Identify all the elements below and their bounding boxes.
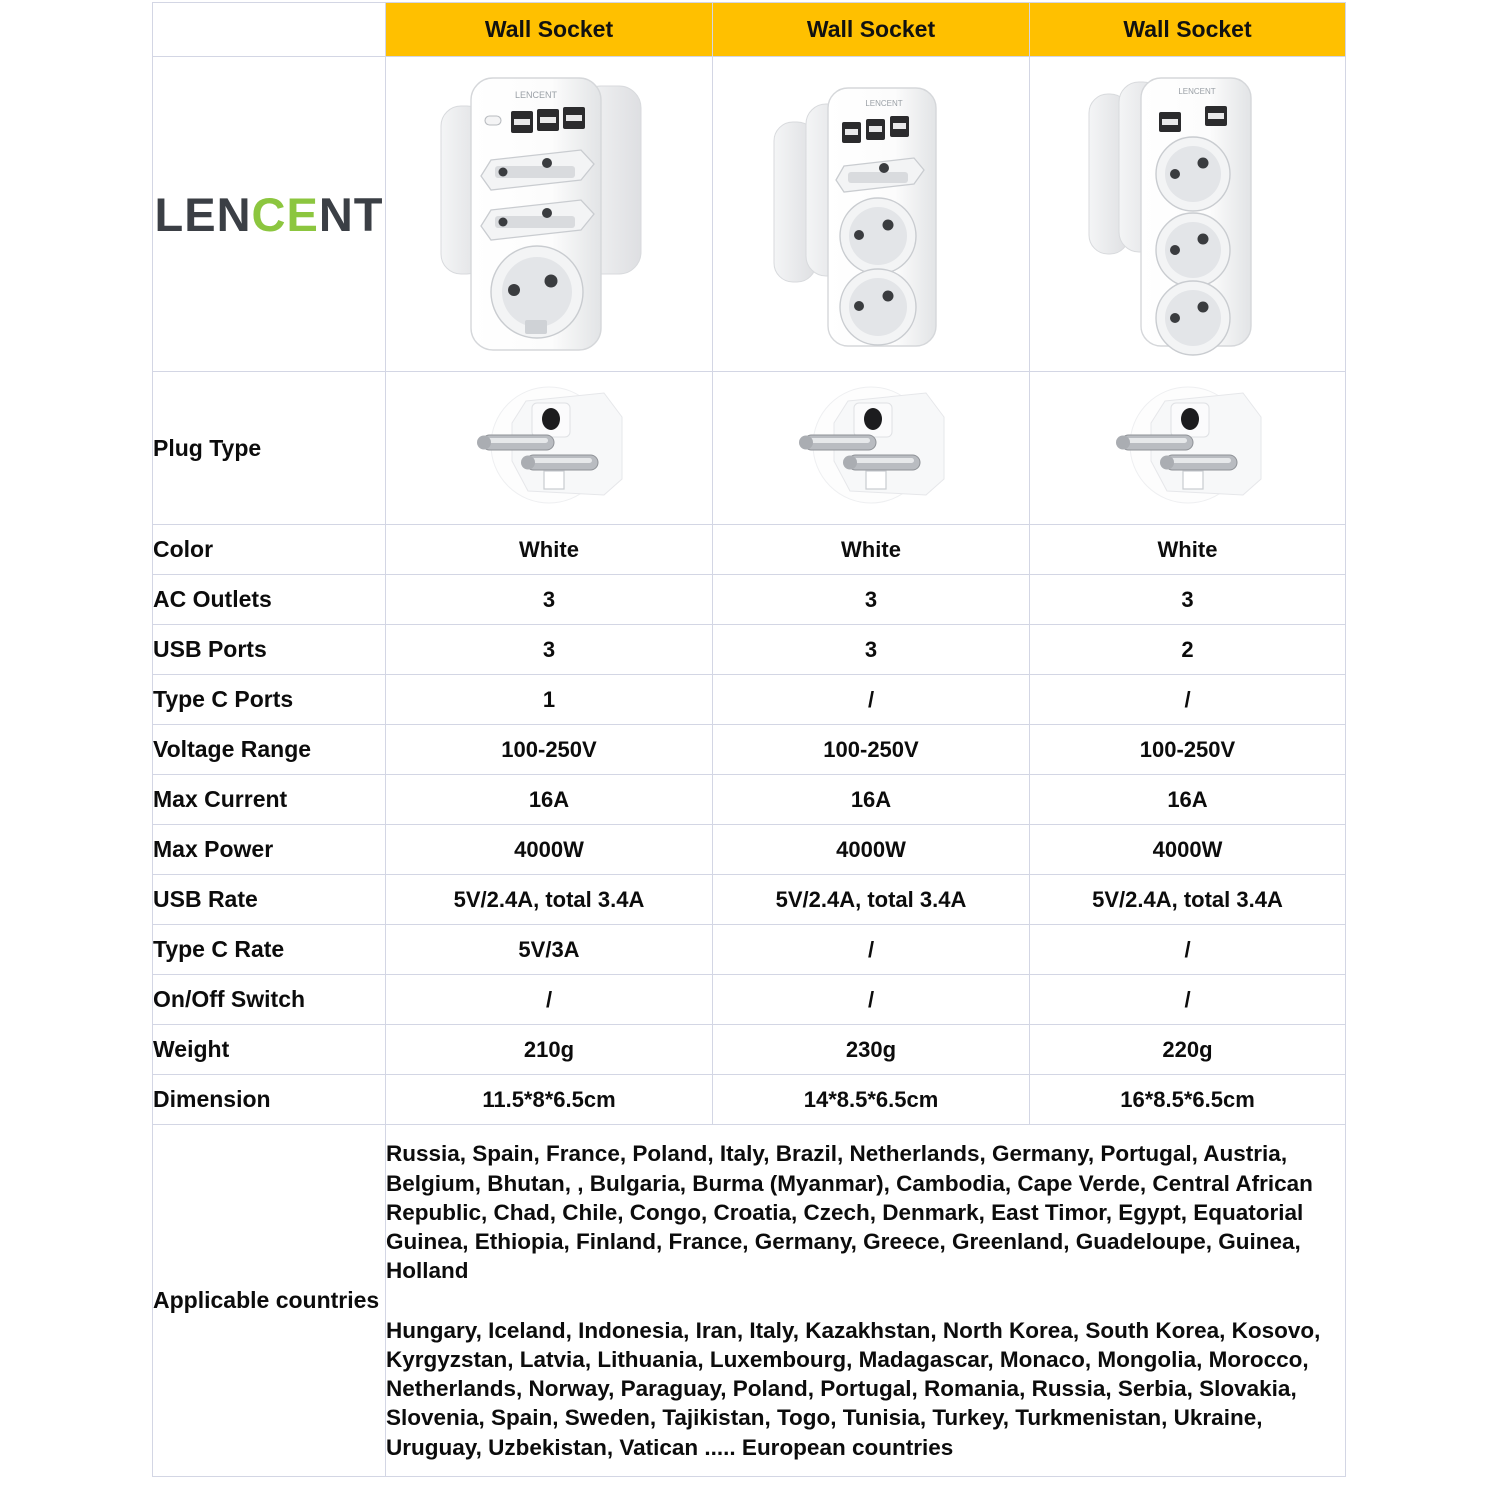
product-2-image [766, 64, 976, 364]
weight-value-1: 210g [386, 1025, 713, 1075]
brand-logo-cell [153, 57, 386, 372]
row-label-usb-ports: USB Ports [153, 625, 386, 675]
dimension-value-1: 11.5*8*6.5cm [386, 1075, 713, 1125]
dimension-value-2: 14*8.5*6.5cm [713, 1075, 1030, 1125]
max-power-value-1: 4000W [386, 825, 713, 875]
type-c-rate-value-1: 5V/3A [386, 925, 713, 975]
type-c-ports-value-2: / [713, 675, 1030, 725]
type-c-ports-value-1: 1 [386, 675, 713, 725]
max-current-value-3: 16A [1030, 775, 1346, 825]
product-1-image [429, 64, 669, 364]
row-label-max-power: Max Power [153, 825, 386, 875]
max-current-value-2: 16A [713, 775, 1030, 825]
table-row-usb-rate [153, 875, 1346, 925]
table-row-on-off-switch [153, 975, 1346, 1025]
lencent-logo [155, 187, 384, 242]
table-row-dimension [153, 1075, 1346, 1125]
table-row-color [153, 525, 1346, 575]
schuko-plug-icon-3 [1093, 383, 1283, 508]
usb-ports-value-2: 3 [713, 625, 1030, 675]
type-c-rate-value-2: / [713, 925, 1030, 975]
table-row-weight [153, 1025, 1346, 1075]
schuko-plug-icon-1 [454, 383, 644, 508]
row-label-voltage-range: Voltage Range [153, 725, 386, 775]
countries-paragraph-2: Hungary, Iceland, Indonesia, Iran, Italy, Kazakhstan, North Korea, South Korea, Kosovo, Kyrgyzstan, Latvia, Lithuania, Luxembourg, Madagascar, Monaco, Mongolia, Morocco, Netherlands, Norway, Paraguay, Poland, Portugal, Romania, Russia, Serbia, Slovakia, Slovenia, Spain, Sweden, Tajikistan, Togo, Tunisia, Turkey, Turkmenistan, Ukraine, Uruguay, Uzbekistan, Vatican ..... European countries [386, 1317, 1321, 1460]
row-label-weight: Weight [153, 1025, 386, 1075]
product-1-image-cell [386, 57, 713, 372]
weight-value-2: 230g [713, 1025, 1030, 1075]
countries-paragraph-1: Russia, Spain, France, Poland, Italy, Brazil, Netherlands, Germany, Portugal, Austria, Belgium, Bhutan, , Bulgaria, Burma (Myanmar), Cambodia, Cape Verde, Central African Republic, Chad, Chile, Congo, Croatia, Czech, Denmark, East Timor, Egypt, Equatorial Guinea, Ethiopia, Finland, France, Germany, Greece, Greenland, Guadeloupe, Guinea, Holland [386, 1141, 1313, 1284]
product-3-image [1083, 64, 1293, 364]
ac-outlets-value-1: 3 [386, 575, 713, 625]
usb-rate-value-1: 5V/2.4A, total 3.4A [386, 875, 713, 925]
voltage-range-value-3: 100-250V [1030, 725, 1346, 775]
voltage-range-value-2: 100-250V [713, 725, 1030, 775]
table-row-voltage-range [153, 725, 1346, 775]
voltage-range-value-1: 100-250V [386, 725, 713, 775]
table-row-max-power [153, 825, 1346, 875]
logo-text-nt: NT [318, 187, 384, 241]
color-value-2: White [713, 525, 1030, 575]
max-power-value-2: 4000W [713, 825, 1030, 875]
svg-text:LENCENT: LENCENT [1177, 87, 1216, 96]
usb-ports-value-1: 3 [386, 625, 713, 675]
color-value-3: White [1030, 525, 1346, 575]
svg-text:LENCENT: LENCENT [865, 99, 903, 108]
plug-type-cell-3 [1030, 372, 1346, 525]
plug-type-cell-1 [386, 372, 713, 525]
table-row-type-c-rate [153, 925, 1346, 975]
on-off-switch-value-2: / [713, 975, 1030, 1025]
header-product-2: Wall Socket [713, 3, 1030, 57]
dimension-value-3: 16*8.5*6.5cm [1030, 1075, 1346, 1125]
row-label-ac-outlets: AC Outlets [153, 575, 386, 625]
plug-type-cell-2 [713, 372, 1030, 525]
row-label-on-off-switch: On/Off Switch [153, 975, 386, 1025]
row-label-usb-rate: USB Rate [153, 875, 386, 925]
ac-outlets-value-2: 3 [713, 575, 1030, 625]
row-label-max-current: Max Current [153, 775, 386, 825]
usb-rate-value-3: 5V/2.4A, total 3.4A [1030, 875, 1346, 925]
header-blank-cell [153, 3, 386, 57]
product-image-row [153, 57, 1346, 372]
row-label-type-c-ports: Type C Ports [153, 675, 386, 725]
row-label-dimension: Dimension [153, 1075, 386, 1125]
schuko-plug-icon-2 [776, 383, 966, 508]
plug-type-row [153, 372, 1346, 525]
table-row-applicable-countries [153, 1125, 1346, 1477]
header-product-1: Wall Socket [386, 3, 713, 57]
on-off-switch-value-3: / [1030, 975, 1346, 1025]
table-row-usb-ports [153, 625, 1346, 675]
logo-text-len: LEN [154, 187, 252, 241]
max-current-value-1: 16A [386, 775, 713, 825]
header-product-3: Wall Socket [1030, 3, 1346, 57]
row-label-color: Color [153, 525, 386, 575]
row-label-applicable-countries: Applicable countries [153, 1125, 386, 1477]
row-label-plug-type: Plug Type [153, 372, 386, 525]
usb-rate-value-2: 5V/2.4A, total 3.4A [713, 875, 1030, 925]
product-2-image-cell [713, 57, 1030, 372]
ac-outlets-value-3: 3 [1030, 575, 1346, 625]
svg-text:LENCENT: LENCENT [514, 90, 558, 100]
on-off-switch-value-1: / [386, 975, 713, 1025]
product-3-image-cell [1030, 57, 1346, 372]
table-header-row [153, 3, 1346, 57]
color-value-1: White [386, 525, 713, 575]
type-c-ports-value-3: / [1030, 675, 1346, 725]
usb-ports-value-3: 2 [1030, 625, 1346, 675]
table-row-max-current [153, 775, 1346, 825]
logo-text-ce: CE [251, 187, 319, 241]
applicable-countries-cell [386, 1125, 1346, 1477]
type-c-rate-value-3: / [1030, 925, 1346, 975]
table-row-ac-outlets [153, 575, 1346, 625]
max-power-value-3: 4000W [1030, 825, 1346, 875]
weight-value-3: 220g [1030, 1025, 1346, 1075]
row-label-type-c-rate: Type C Rate [153, 925, 386, 975]
table-row-type-c-ports [153, 675, 1346, 725]
product-comparison-table [152, 2, 1346, 1477]
